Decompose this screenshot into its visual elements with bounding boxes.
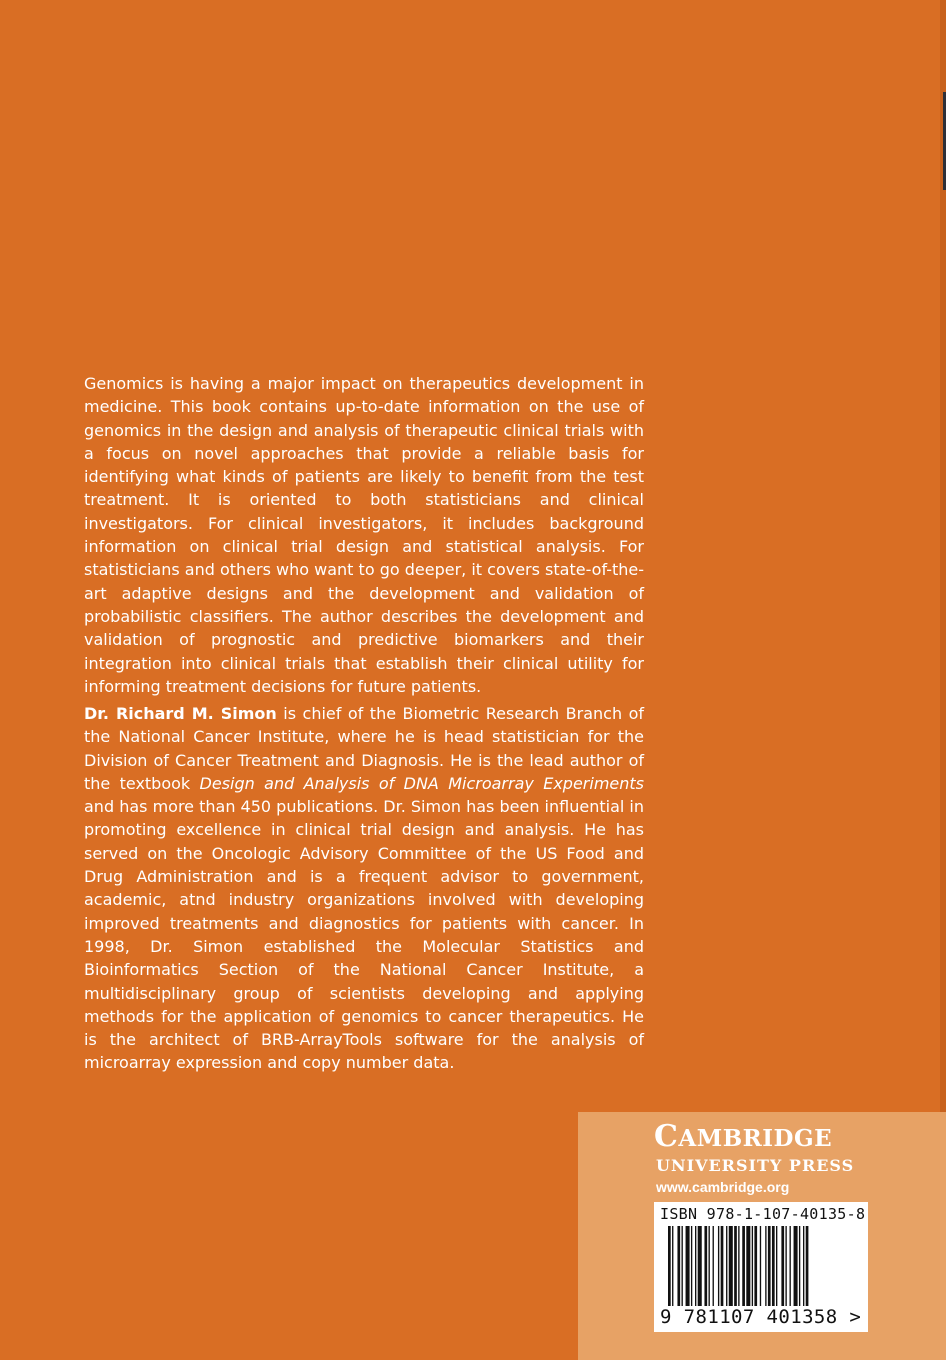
isbn-label: ISBN 978-1-107-40135-8 bbox=[660, 1205, 866, 1223]
publisher-url: www.cambridge.org bbox=[656, 1179, 790, 1195]
barcode-bar bbox=[729, 1226, 733, 1306]
barcode-bar bbox=[668, 1226, 671, 1306]
barcode-bar bbox=[682, 1226, 683, 1306]
barcode-bar bbox=[754, 1226, 757, 1306]
publisher-name bbox=[654, 1120, 832, 1156]
barcode-bar bbox=[752, 1226, 753, 1306]
barcode-bar bbox=[704, 1226, 707, 1306]
barcode-bar bbox=[713, 1226, 714, 1306]
isbn-barcode bbox=[654, 1202, 868, 1332]
author-bio bbox=[84, 702, 644, 1075]
author-book-title: Design and Analysis of DNA Microarray Experiments bbox=[199, 773, 644, 793]
barcode-bar bbox=[686, 1226, 690, 1306]
barcode-bar bbox=[790, 1226, 791, 1306]
barcode-bar bbox=[768, 1226, 771, 1306]
publisher-subtitle: UNIVERSITY PRESS bbox=[656, 1156, 855, 1175]
barcode-bar bbox=[803, 1226, 804, 1306]
book-description: Genomics is having a major impact on therapeutics development in medicine. This book contains up-to-date information on the use of genomics in the design and analysis of therapeutic clinical trials with a focus on novel approaches that provide a reliable basis for identifying what kinds of patients are likely to benefit from the test treatment. It is oriented to both statisticians and clinical investigators. For clinical investigators, it includes background information on clinical trial design and statistical analysis. For statisticians and others who want to go deeper, it covers state-of-the-art adaptive designs and the development and validation of probabilistic classifiers. The author describes the development and validation of prognostic and predictive biomarkers and their integration into clinical trials that establish their clinical utility for informing treatment decisions for future patients. bbox=[84, 374, 644, 696]
barcode-bar bbox=[672, 1226, 673, 1306]
author-bio-text-1: is chief of the Biometric Research Branch of the National Cancer Institute, where he is head statistician for the Division of Cancer Treatment and Diagnosis. He is the lead author of the textbook bbox=[84, 704, 645, 793]
barcode-bar bbox=[691, 1226, 692, 1306]
barcode-bar bbox=[734, 1226, 737, 1306]
barcode-bar bbox=[765, 1226, 766, 1306]
barcode-bar bbox=[718, 1226, 719, 1306]
publisher-name-rest: AMBRIDGE bbox=[678, 1125, 833, 1152]
barcode-bar bbox=[698, 1226, 702, 1306]
barcode-bar bbox=[760, 1226, 761, 1306]
barcode-bar bbox=[776, 1226, 777, 1306]
barcode-bar bbox=[772, 1226, 775, 1306]
author-name: Dr. Richard M. Simon bbox=[84, 704, 277, 723]
barcode-bar bbox=[738, 1226, 739, 1306]
barcode-bar bbox=[677, 1226, 680, 1306]
barcode-bar bbox=[695, 1226, 696, 1306]
barcode-bar bbox=[746, 1226, 750, 1306]
barcode-bar bbox=[799, 1226, 800, 1306]
barcode-number: 9 781107 401358 > bbox=[660, 1306, 862, 1328]
barcode-bar bbox=[709, 1226, 710, 1306]
barcode-bar bbox=[794, 1226, 798, 1306]
publisher-name-initial: C bbox=[654, 1119, 679, 1154]
author-bio-text-2: and has more than 450 publications. Dr. Simon has been influential in promoting excellence in clinical trial design and analysis. He has served on the Oncologic Advisory Committee of the US Food and Drug Administration and is a frequent advisor to government, academic, atnd industry organizations involved with developing improved treatments and diagnostics for patients with cancer. In 1998, Dr. Simon established the Molecular Statistics and Bioinformatics Section of the National Cancer Institute, a multidisciplinary group of scientists developing and applying methods for the application of genomics to cancer therapeutics. He is the architect of BRB-ArrayTools software for the analysis of microarray expression and copy number data. bbox=[84, 797, 644, 1073]
barcode-bar bbox=[742, 1226, 745, 1306]
publisher-panel bbox=[578, 1112, 946, 1360]
barcode-bar bbox=[785, 1226, 786, 1306]
barcode-bars bbox=[654, 1226, 868, 1308]
barcode-bar bbox=[806, 1226, 809, 1306]
barcode-bar bbox=[726, 1226, 727, 1306]
barcode-bar bbox=[721, 1226, 724, 1306]
barcode-bar bbox=[781, 1226, 784, 1306]
